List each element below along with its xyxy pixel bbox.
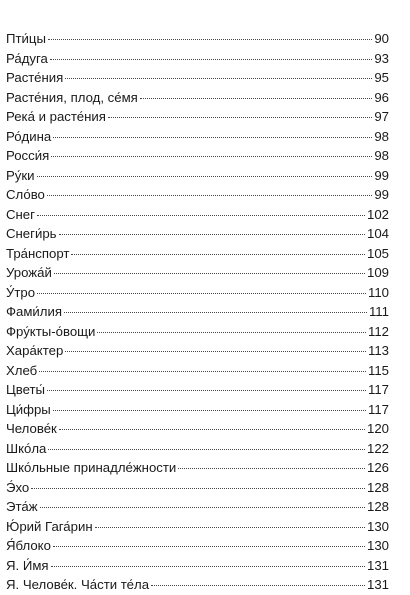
toc-entry (6, 517, 389, 537)
toc-entry-title: Урожа́й (6, 265, 52, 280)
toc-page-number: 104 (366, 226, 389, 241)
toc-entry-title: Фами́лия (6, 304, 62, 319)
toc-entry-title: Хлеб (6, 362, 38, 378)
toc-page-number: 96 (374, 89, 389, 105)
toc-entry-title: Ци́фры (6, 401, 51, 417)
toc-entry (6, 419, 389, 439)
toc-page-number: 131 (366, 557, 389, 573)
toc-entry (6, 107, 389, 127)
toc-entry (6, 185, 389, 205)
toc-page-number: 99 (374, 187, 389, 202)
toc-entry (6, 575, 389, 595)
toc-entry-title: Тра́нспорт (6, 245, 70, 261)
toc-page-number: 105 (366, 245, 389, 261)
toc-page-number: 109 (366, 265, 389, 280)
toc-entry-title: Ру́ки (6, 167, 35, 183)
toc-dot-leader (108, 117, 372, 118)
toc-dot-leader (47, 390, 366, 391)
toc-dot-leader (97, 332, 366, 333)
toc-page-number: 117 (367, 401, 389, 417)
toc-entry-title: Шко́ла (6, 440, 47, 456)
toc-entry-title: Расте́ния (6, 70, 64, 85)
toc-dot-leader (39, 371, 366, 372)
toc-entry-title: Река́ и расте́ния (6, 109, 106, 124)
toc-entry-title: Сло́во (6, 187, 45, 202)
toc-entry-title: Пти́цы (6, 31, 46, 46)
toc-page-number: 102 (366, 206, 389, 222)
toc-entry-title: Я. Челове́к. Ча́сти те́ла (6, 577, 150, 592)
toc-dot-leader (65, 78, 372, 79)
toc-entry-title: Ю́рий Гага́рин (6, 518, 93, 534)
toc-dot-leader (40, 507, 365, 508)
toc-entry (6, 302, 389, 322)
toc-entry-title: Эта́ж (6, 499, 38, 514)
toc-entry-title: Я. И́мя (6, 557, 49, 573)
toc-entry-title: Снеги́рь (6, 226, 57, 241)
toc-dot-leader (64, 312, 367, 313)
toc-entry (6, 166, 389, 186)
toc-page-number: 93 (374, 50, 389, 66)
toc-entry (6, 322, 389, 342)
toc-page-number: 97 (374, 109, 389, 124)
toc-dot-leader (95, 527, 365, 528)
toc-entry-title: Челове́к (6, 421, 57, 436)
toc-page-number: 117 (367, 382, 389, 397)
toc-dot-leader (51, 566, 365, 567)
table-of-contents (6, 29, 389, 595)
toc-entry (6, 49, 389, 69)
toc-page-number: 115 (367, 362, 389, 378)
toc-entry-title: Хара́ктер (6, 343, 64, 358)
toc-entry (6, 224, 389, 244)
toc-dot-leader (178, 468, 365, 469)
toc-entry (6, 127, 389, 147)
toc-page-number: 113 (367, 343, 389, 358)
toc-entry (6, 361, 389, 381)
toc-entry (6, 146, 389, 166)
toc-entry-title: Э́хо (6, 479, 30, 495)
toc-page-number: 111 (368, 304, 389, 319)
toc-page-number: 90 (374, 31, 389, 46)
toc-entry-title: Я́блоко (6, 538, 51, 553)
toc-dot-leader (53, 410, 366, 411)
toc-dot-leader (37, 176, 373, 177)
toc-dot-leader (53, 546, 365, 547)
toc-dot-leader (140, 98, 373, 99)
toc-page-number: 120 (366, 421, 389, 436)
toc-page-number: 98 (374, 128, 389, 144)
toc-page-number: 112 (367, 323, 389, 339)
toc-dot-leader (71, 254, 365, 255)
toc-entry (6, 380, 389, 400)
toc-dot-leader (65, 351, 366, 352)
toc-dot-leader (53, 137, 372, 138)
toc-dot-leader (151, 585, 365, 586)
toc-entry-title: Росси́я (6, 148, 50, 163)
toc-page-number: 110 (367, 284, 389, 300)
toc-entry (6, 263, 389, 283)
toc-page-number: 95 (374, 70, 389, 85)
toc-page-number: 99 (374, 167, 389, 183)
toc-dot-leader (48, 39, 372, 40)
toc-entry-title: Ро́дина (6, 128, 52, 144)
toc-entry (6, 29, 389, 49)
toc-entry (6, 458, 389, 478)
toc-entry (6, 205, 389, 225)
toc-dot-leader (48, 449, 365, 450)
toc-entry-title: У́тро (6, 284, 36, 300)
toc-page-number: 130 (366, 538, 389, 553)
toc-page-number: 128 (366, 479, 389, 495)
toc-page-number: 122 (366, 440, 389, 456)
toc-dot-leader (59, 429, 365, 430)
toc-entry (6, 68, 389, 88)
toc-entry (6, 341, 389, 361)
toc-page-number: 128 (366, 499, 389, 514)
toc-entry-title: Цветы́ (6, 382, 46, 397)
toc-entry (6, 478, 389, 498)
toc-entry (6, 283, 389, 303)
toc-entry-title: Фру́кты-о́вощи (6, 323, 96, 339)
toc-dot-leader (31, 488, 365, 489)
toc-dot-leader (51, 156, 372, 157)
toc-page-number: 130 (366, 518, 389, 534)
toc-dot-leader (54, 273, 365, 274)
toc-entry (6, 556, 389, 576)
toc-entry-title: Снег (6, 206, 35, 222)
toc-entry (6, 536, 389, 556)
toc-page-number: 126 (366, 460, 389, 475)
toc-dot-leader (37, 293, 366, 294)
toc-entry-title: Расте́ния, плод, се́мя (6, 89, 138, 105)
toc-dot-leader (37, 215, 365, 216)
toc-entry (6, 439, 389, 459)
toc-entry-title: Ра́дуга (6, 50, 48, 66)
toc-dot-leader (50, 59, 372, 60)
toc-page-number: 131 (366, 577, 389, 592)
toc-page-number: 98 (374, 148, 389, 163)
toc-entry (6, 400, 389, 420)
toc-entry (6, 244, 389, 264)
toc-dot-leader (59, 234, 365, 235)
toc-entry-title: Шко́льные принадле́жности (6, 460, 177, 475)
toc-dot-leader (47, 195, 372, 196)
toc-entry (6, 88, 389, 108)
toc-entry (6, 497, 389, 517)
